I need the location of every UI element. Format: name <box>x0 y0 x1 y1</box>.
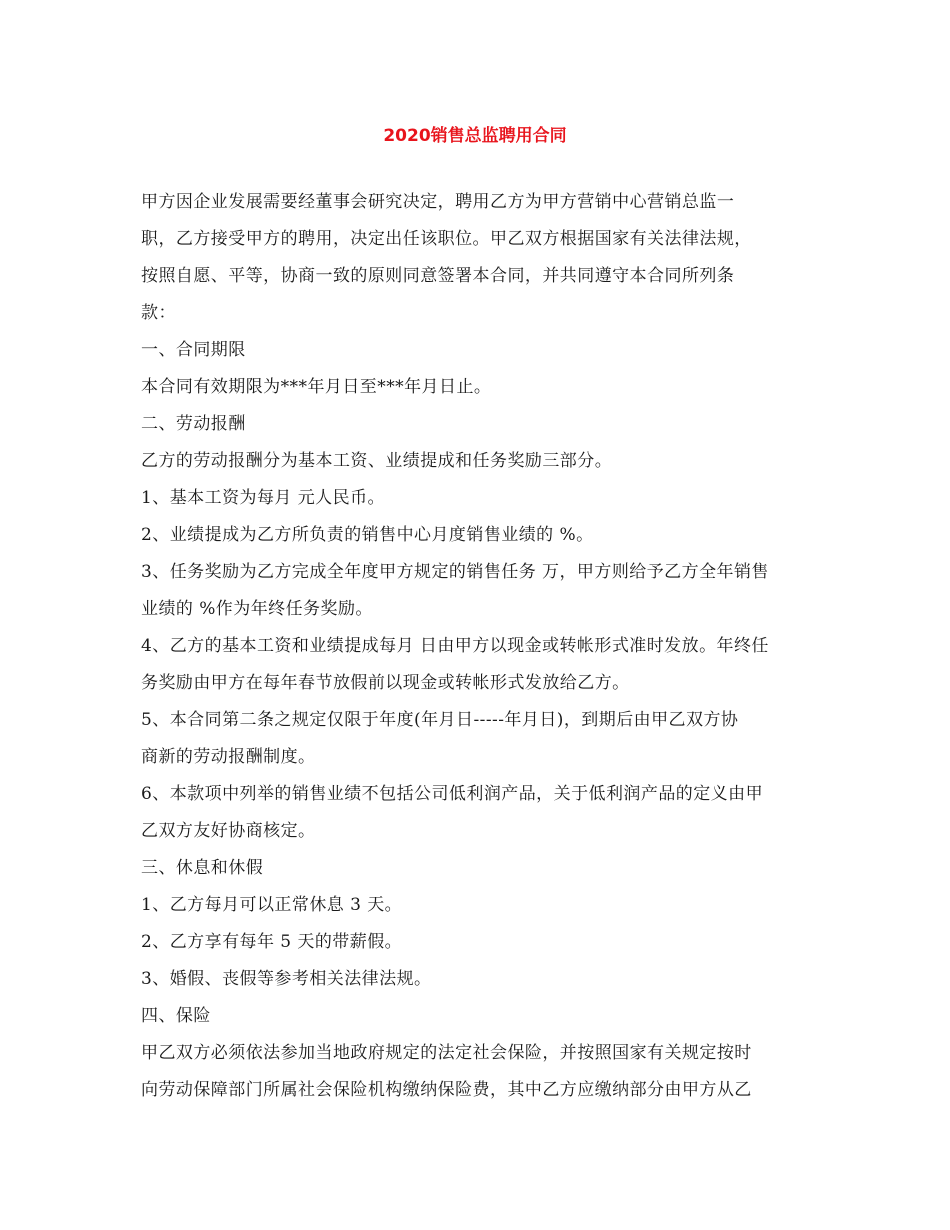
document-line: 乙方的劳动报酬分为基本工资、业绩提成和任务奖励三部分。 <box>141 451 613 471</box>
document-line: 四、保险 <box>141 1006 211 1026</box>
document-line: 职，乙方接受甲方的聘用，决定出任该职位。甲乙双方根据国家有关法律法规， <box>141 229 752 249</box>
document-line: 款： <box>141 303 176 323</box>
document-line: 二、劳动报酬 <box>141 414 246 434</box>
document-line: 甲乙双方必须依法参加当地政府规定的法定社会保险，并按照国家有关规定按时 <box>141 1043 752 1063</box>
document-line: 2、乙方享有每年 5 天的带薪假。 <box>141 932 403 952</box>
document-line: 6、本款项中列举的销售业绩不包括公司低利润产品，关于低利润产品的定义由甲 <box>141 784 764 804</box>
document-line: 4、乙方的基本工资和业绩提成每月 日由甲方以现金或转帐形式准时发放。年终任 <box>141 636 769 656</box>
document-line: 乙双方友好协商核定。 <box>141 821 316 841</box>
document-line: 一、合同期限 <box>141 340 246 360</box>
document-line: 商新的劳动报酬制度。 <box>141 747 316 767</box>
document-line: 按照自愿、平等，协商一致的原则同意签署本合同，并共同遵守本合同所列条 <box>141 266 735 286</box>
document-line: 1、基本工资为每月 元人民币。 <box>141 488 385 508</box>
document-line: 5、本合同第二条之规定仅限于年度(年月日-----年月日)，到期后由甲乙双方协 <box>141 710 739 730</box>
document-line: 甲方因企业发展需要经董事会研究决定，聘用乙方为甲方营销中心营销总监一 <box>141 192 735 212</box>
document-line: 向劳动保障部门所属社会保险机构缴纳保险费，其中乙方应缴纳部分由甲方从乙 <box>141 1080 752 1100</box>
document-line: 1、乙方每月可以正常休息 3 天。 <box>141 895 403 915</box>
document-line: 3、任务奖励为乙方完成全年度甲方规定的销售任务 万，甲方则给予乙方全年销售 <box>141 562 769 582</box>
document-line: 三、休息和休假 <box>141 858 264 878</box>
document-title: 2020销售总监聘用合同 <box>383 126 567 146</box>
document-line: 本合同有效期限为***年月日至***年月日止。 <box>141 377 492 397</box>
document-body <box>141 190 809 1115</box>
document-line: 2、业绩提成为乙方所负责的销售中心月度销售业绩的 %。 <box>141 525 594 545</box>
document-line: 3、婚假、丧假等参考相关法律法规。 <box>141 969 432 989</box>
document-line: 务奖励由甲方在每年春节放假前以现金或转帐形式发放给乙方。 <box>141 673 630 693</box>
document-line: 业绩的 %作为年终任务奖励。 <box>141 599 373 619</box>
